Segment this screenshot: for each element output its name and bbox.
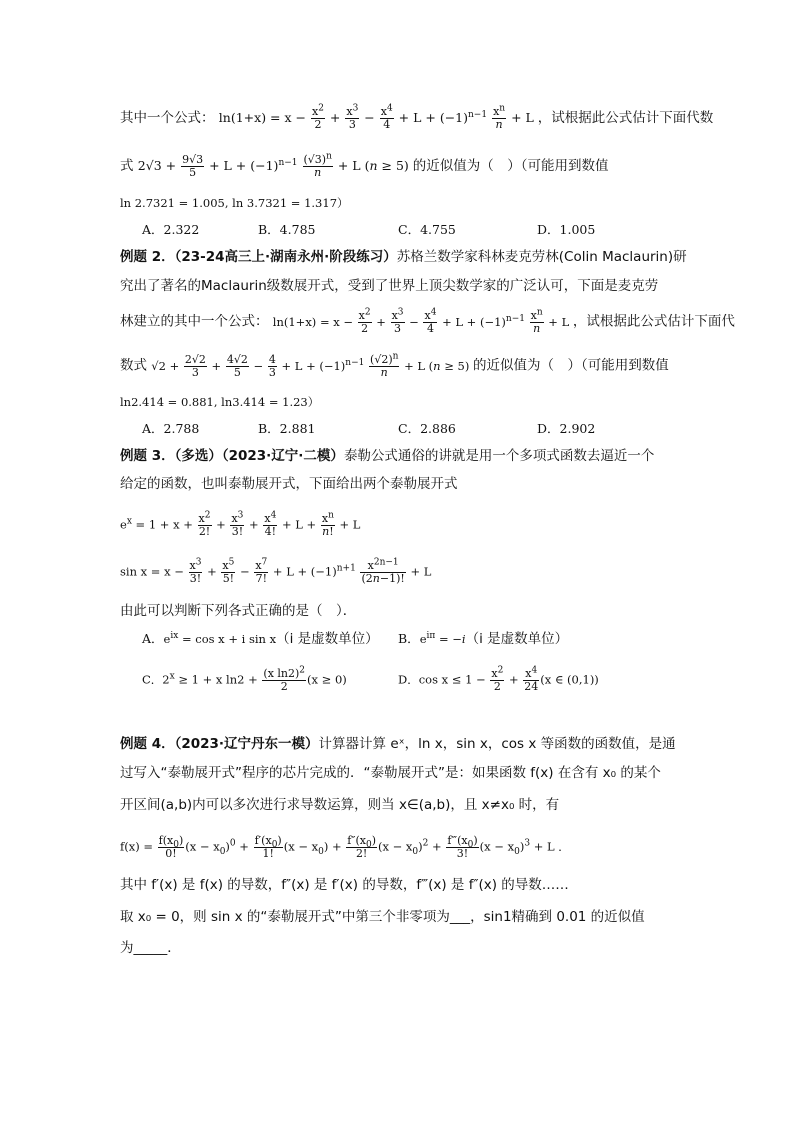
q1-formula: ln(1+x) = x − $\frac{x^2}{2}$ + $\frac{x^3}{3}$ − $\frac{x^4}{4}$ + $L + (-1)^{n-1}$ $\frac{x^n}{n}$ + L [218, 103, 538, 131]
q2-option-c[interactable]: C．2.886 [398, 421, 456, 436]
q3-question: 由此可以判断下列各式正确的是（ ）． [120, 603, 357, 619]
q4-line-1: 例题 4．（2023·辽宁丹东一模）计算器计算 eˣ，ln x，sin x，cos x 等函数的函数值，是通 [120, 736, 676, 752]
q2-expression: √2 + $\frac{2√2}{3}$ + $\frac{4√2}{5}$ − $\frac{4}{3}$ + $L + (-1)^{n-1}$ $\frac{(√2)^n}{n}$ + L (n ≥ 5) [151, 351, 473, 379]
q3-line-1: 例题 3．（多选）（2023·辽宁·二模）泰勒公式通俗的讲就是用一个多项式函数去逼近一个 [120, 448, 655, 464]
q3-option-c[interactable]: C．$2^x \ge 1 + x$ ln2 + $\frac{(x \ln 2)^2}{2}$ (x ≥ 0) [142, 665, 347, 693]
q2-expression-line: 数式 √2 + $\frac{2√2}{3}$ + $\frac{4√2}{5}$ − $\frac{4}{3}$ + $L + (-1)^{n-1}$ $\frac{(√2)^n}{n}$ + L (n ≥ 5) 的近似值为（ ）（可能用到数值 [120, 351, 669, 379]
q4-line-6: 取 x₀ = 0，则 sin x 的“泰勒展开式”中第三个非零项为___，sin1精确到 0.01 的近似值 [120, 909, 645, 925]
q3-option-d[interactable]: D．cos x ≤ 1 − $\frac{x^2}{2}$ + $\frac{x^4}{24}$ (x ∈ (0,1)) [398, 665, 599, 693]
q1-option-c[interactable]: C．4.755 [398, 222, 456, 237]
q2-source: （23-24高三上·湖南永州·阶段练习） [174, 249, 397, 265]
q2-label: 例题 2． [120, 249, 175, 265]
q1-option-d[interactable]: D．1.005 [537, 222, 596, 237]
q1-option-b[interactable]: B．4.785 [258, 222, 316, 237]
q1-tail: ，试根据此公式估计下面代数 [537, 110, 714, 126]
q4-taylor-formula: f(x) = $\frac{f(x_0)}{0!}$ $(x - x_0)^0$ + $\frac{f'(x_0)}{1!}$ $(x - x_0)$ + $\frac{f''(x_0)}{2!}$ $(x - x_0)^2$ + $\frac{f‴(x_0)}{3!}$ $(x - x_0)^3 + L$ ． [120, 834, 570, 860]
q2-line-1: 例题 2．（23-24高三上·湖南永州·阶段练习）苏格兰数学家科林麦克劳林(Colin Maclaurin)研 [120, 249, 687, 265]
q2-option-d[interactable]: D．2.902 [537, 421, 596, 436]
q4-source: （2023·辽宁丹东一模） [174, 736, 319, 752]
q1-given: ln 2.7321 = 1.005, ln 3.7321 = 1.317） [120, 196, 349, 210]
q1-formula-line [120, 103, 714, 131]
q4-line-2: 过写入“泰勒展开式”程序的芯片完成的．“泰勒展开式”是：如果函数 f(x) 在含有 x₀ 的某个 [120, 765, 661, 781]
q4-line-7: 为_____． [120, 940, 181, 956]
q3-label: 例题 3． [120, 448, 175, 464]
q4-label: 例题 4． [120, 736, 175, 752]
q3-line-2: 给定的函数，也叫泰勒展开式，下面给出两个泰勒展开式 [120, 476, 458, 492]
q2-formula: ln(1+x) = x − $\frac{x^2}{2}$ + $\frac{x^3}{3}$ − $\frac{x^4}{4}$ + $L + (-1)^{n-1}$ $\frac{x^n}{n}$ + L [272, 307, 573, 335]
q3-sin-series: sin x = x − $\frac{x^3}{3!}$ + $\frac{x^5}{5!}$ − $\frac{x^7}{7!}$ + $L + (-1)^{n+1}$ $\frac{x^{2n-1}}{(2n-1)!}$ + L [120, 557, 432, 585]
q2-option-b[interactable]: B．2.881 [258, 421, 316, 436]
q3-tags: （多选）（2023·辽宁·二模） [174, 448, 344, 464]
q1-expression: 2√3 + $\frac{9√3}{5}$ + $L + (-1)^{n-1}$ $\frac{(√3)^n}{n}$ + L (n ≥ 5) [137, 151, 413, 179]
q2-option-a[interactable]: A．2.788 [142, 421, 200, 436]
q1-option-a[interactable]: A．2.322 [142, 222, 200, 237]
q2-formula-line: 林建立的其中一个公式： ln(1+x) = x − $\frac{x^2}{2}$ + $\frac{x^3}{3}$ − $\frac{x^4}{4}$ + $L + (-1)^{n-1}$ $\frac{x^n}{n}$ + L ，试根据此公式估计下面代 [120, 307, 735, 335]
q3-exp-series: $e^x = 1 + x$ + $\frac{x^2}{2!}$ + $\frac{x^3}{3!}$ + $\frac{x^4}{4!}$ + L + $\frac{x^n}{n!}$ + L [120, 510, 361, 538]
q1-intro: 其中一个公式： [120, 110, 215, 126]
q3-option-b[interactable]: B．$e^{i\pi} = -i(i$ 是虚数单位） [398, 631, 569, 647]
q3-option-a[interactable]: A．$e^{ix} = \cos x + i$ sin x（i 是虚数单位） [142, 631, 379, 647]
q2-line-2: 究出了著名的Maclaurin级数展开式，受到了世界上顶尖数学家的广泛认可，下面是麦克劳 [120, 278, 659, 294]
q4-line-5: 其中 f′(x) 是 f(x) 的导数，f″(x) 是 f′(x) 的导数，f‴(x) 是 f″(x) 的导数…… [120, 877, 569, 893]
q2-given: ln2.414 = 0.881, ln3.414 = 1.23） [120, 395, 320, 409]
q1-expression-line: 式 2√3 + $\frac{9√3}{5}$ + $L + (-1)^{n-1}$ $\frac{(√3)^n}{n}$ + L (n ≥ 5) 的近似值为（ ）（可能用到数值 [120, 151, 609, 179]
q4-line-3: 开区间(a,b)内可以多次进行求导数运算，则当 x∈(a,b)，且 x≠x₀ 时，有 [120, 797, 560, 813]
